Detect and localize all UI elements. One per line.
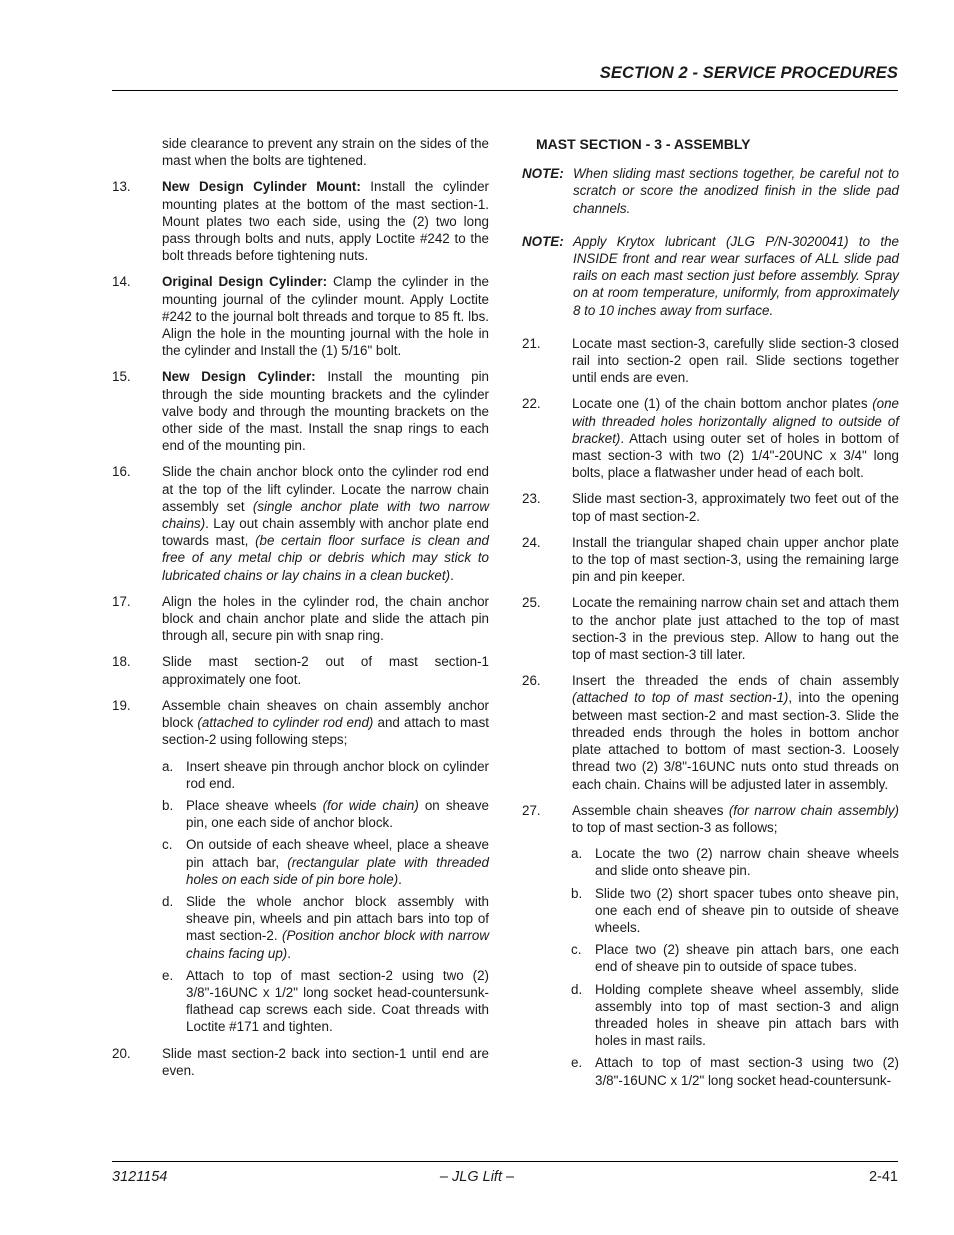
step-text: Align the holes in the cylinder rod, the chain anchor block and chain anchor plate and slide the attach pin through all, secure pin with snap ring. xyxy=(162,593,489,644)
step-italic: (be certain floor surface is clean and free of any metal chip or debris which may stick to lubricated chains or lay chains in a clean bucket) xyxy=(162,533,489,583)
substep-letter: b. xyxy=(162,797,174,813)
step-number: 13. xyxy=(112,179,131,195)
note-2 xyxy=(522,233,899,319)
substep-19a xyxy=(162,758,489,792)
step-number: 16. xyxy=(112,464,131,480)
note-text: Apply Krytox lubricant (JLG P/N-3020041) to the INSIDE front and rear wear surfaces of ALL slide pad rails on each mast section just before assembly. Spray on at room temperature, uniformly, from approximately 8 to 10 inches away from surface. xyxy=(573,233,899,318)
step-text: Locate mast section-3, carefully slide section-3 closed rail into section-2 open rail. Slide sections together until ends are even. xyxy=(572,335,899,386)
substep-19d xyxy=(162,893,489,962)
step-20 xyxy=(112,1045,489,1079)
step-body: Install the mounting pin through the side mounting brackets and the cylinder valve body and through the mounting brackets on the other side of the mast. Install the snap rings to each end of the mounting pin. xyxy=(162,369,489,454)
step-body: Assemble chain sheaves xyxy=(572,802,729,818)
substep-letter: d. xyxy=(162,893,174,909)
substep-body: . xyxy=(287,945,291,961)
step-number: 14. xyxy=(112,274,131,290)
substep-27e xyxy=(571,1054,899,1088)
substep-italic: (Position anchor block with narrow chains facing up) xyxy=(186,928,489,961)
step-text xyxy=(162,178,489,264)
substep-text: Place two (2) sheave pin attach bars, one each end of sheave pin to outside of space tubes. xyxy=(595,942,899,975)
substep-body: On outside of each sheave wheel, place a sheave pin attach bar, xyxy=(186,837,489,870)
substep-27c xyxy=(571,941,899,975)
substep-body: Slide the whole anchor block assembly with sheave pin, wheels and pin attach bars into top of mast section-2. xyxy=(186,893,489,944)
substep-letter: a. xyxy=(162,758,174,774)
substep-27b xyxy=(571,885,899,937)
note-label: NOTE: xyxy=(522,233,564,249)
section-title: SECTION 2 - SERVICE PROCEDURES xyxy=(599,64,898,82)
step-19 xyxy=(112,697,489,749)
substep-text: Attach to top of mast section-2 using two (2) 3/8"-16UNC x 1/2" long socket head-countersunk-flathead cap screws each side. Coat threads with Loctite #171 and tighten. xyxy=(186,967,489,1035)
step-bold-lead: Original Design Cylinder: xyxy=(162,274,328,290)
step-text xyxy=(162,697,489,749)
substep-27a xyxy=(571,845,899,879)
substep-italic: (rectangular plate with threaded holes on each side of pin bore hole) xyxy=(186,854,490,887)
substep-letter: e. xyxy=(571,1055,583,1071)
footer-brand: – JLG Lift – xyxy=(439,1169,515,1185)
step-body: Insert the threaded the ends of chain assembly xyxy=(572,673,899,689)
left-column xyxy=(112,135,489,1088)
substep-letter: d. xyxy=(571,981,583,997)
section-heading: MAST SECTION - 3 - ASSEMBLY xyxy=(536,136,751,152)
step-body: Clamp the cylinder in the mounting journal of the cylinder mount. Apply Loctite #242 to the journal bolt threads and torque to 85 ft. lbs. Align the hole in the mounting journal with the hole in the cylinder and Install the (1) 5/16" bolt. xyxy=(162,274,490,359)
step-text: Install the triangular shaped chain upper anchor plate to the top of mast section-3, using the remaining large pin and pin keeper. xyxy=(572,534,899,585)
step-number: 23. xyxy=(522,491,541,507)
step-23 xyxy=(522,490,899,524)
step-body: . Lay out chain assembly with anchor plate end towards mast, xyxy=(162,516,489,549)
step-text xyxy=(162,368,489,454)
step-16 xyxy=(112,463,489,583)
step-15 xyxy=(112,368,489,454)
step-text xyxy=(162,463,489,583)
step-number: 17. xyxy=(112,593,131,609)
step-body: . xyxy=(450,567,454,583)
step-19-substeps xyxy=(162,758,489,1036)
step-body: , into the opening between mast section-2 and mast section-3. Slide the threaded ends through the holes in bottom anchor plate attached to bottom of mast section-3. Loosely thread two (2) 3/8"-16UNC nuts onto stud threads on each chain. Chains will be adjusted later in assembly. xyxy=(572,690,899,792)
substep-19b xyxy=(162,797,489,831)
page-number: 2-41 xyxy=(868,1169,898,1185)
substep-letter: c. xyxy=(571,942,582,958)
substep-letter: a. xyxy=(571,846,583,862)
step-italic: (one with threaded holes horizontally aligned to outside of bracket) xyxy=(572,396,899,446)
step-bold-lead: New Design Cylinder Mount: xyxy=(162,179,361,195)
right-column xyxy=(522,135,899,1098)
step-italic: (for narrow chain assembly) xyxy=(728,802,899,818)
step-body: Assemble chain sheaves on chain assembly anchor block xyxy=(162,697,489,731)
step-text xyxy=(572,395,899,481)
step-21 xyxy=(522,335,899,387)
step-number: 19. xyxy=(112,697,131,713)
substep-body: . xyxy=(398,871,402,887)
step-text: Locate the remaining narrow chain set and attach them to the anchor plate just attached to the top of mast section-3 in the previous step. Allow to hang out the top of mast section-3 till later. xyxy=(572,595,899,663)
step-22 xyxy=(522,395,899,481)
footer-divider xyxy=(112,1161,898,1162)
step-number: 22. xyxy=(522,396,541,412)
substep-text: Locate the two (2) narrow chain sheave wheels and slide onto sheave pin. xyxy=(595,846,899,879)
step-number: 26. xyxy=(522,673,541,689)
step-24 xyxy=(522,534,899,586)
step-italic: (attached to top of mast section-1) xyxy=(572,690,789,706)
step-13 xyxy=(112,178,489,264)
note-text: When sliding mast sections together, be careful not to scratch or score the anodized finish in the slide pad channels. xyxy=(573,166,899,216)
substep-text: Attach to top of mast section-3 using two (2) 3/8"-16UNC x 1/2" long socket head-countersunk- xyxy=(595,1055,899,1088)
step-number: 20. xyxy=(112,1045,131,1061)
step-27 xyxy=(522,802,899,836)
substep-text xyxy=(186,893,489,962)
step-body: . Attach using outer set of holes in bottom of mast section-3 with two (2) 1/4"-20UNC x 3/4" long bolts, place a flatwasher under head of each bolt. xyxy=(572,430,899,481)
substep-body: Place sheave wheels xyxy=(186,797,323,813)
step-25 xyxy=(522,594,899,663)
step-italic: (attached to cylinder rod end) xyxy=(197,715,374,731)
step-number: 21. xyxy=(522,335,541,351)
substep-text xyxy=(186,836,489,888)
substep-text: Insert sheave pin through anchor block on cylinder rod end. xyxy=(186,758,489,791)
step-body: to top of mast section-3 as follows; xyxy=(572,819,778,835)
document-number: 3121154 xyxy=(112,1169,168,1185)
step-bold-lead: New Design Cylinder: xyxy=(162,369,316,385)
substep-text xyxy=(186,797,489,831)
step-body: and attach to mast section-2 using following steps; xyxy=(162,715,489,748)
step-27-substeps xyxy=(571,845,899,1089)
step-number: 27. xyxy=(522,802,541,818)
substep-text: Slide two (2) short spacer tubes onto sheave pin, one each end of sheave pin to outside of sheave wheels. xyxy=(595,885,899,935)
step-number: 18. xyxy=(112,654,131,670)
step-text xyxy=(572,802,899,836)
step-number: 24. xyxy=(522,534,541,550)
step-number: 25. xyxy=(522,595,541,611)
step-26 xyxy=(522,672,899,792)
step-text: Slide mast section-3, approximately two feet out of the top of mast section-2. xyxy=(572,491,899,524)
substep-27d xyxy=(571,981,899,1050)
substep-letter: e. xyxy=(162,967,174,983)
step-text xyxy=(572,672,899,792)
note-label: NOTE: xyxy=(522,166,564,182)
step-18 xyxy=(112,653,489,687)
step-text: Slide mast section-2 back into section-1 until end are even. xyxy=(162,1045,489,1078)
continued-paragraph: side clearance to prevent any strain on the sides of the mast when the bolts are tightened. xyxy=(162,136,489,169)
step-italic: (single anchor plate with two narrow chains) xyxy=(162,498,489,532)
step-body: Locate one (1) of the chain bottom anchor plates xyxy=(572,396,873,412)
step-text xyxy=(162,273,489,359)
substep-letter: b. xyxy=(571,885,583,901)
substep-italic: (for wide chain) xyxy=(322,797,419,813)
substep-letter: c. xyxy=(162,837,173,853)
note-1 xyxy=(522,165,899,217)
substep-body: on sheave pin, one each side of anchor block. xyxy=(186,797,489,831)
substep-text: Holding complete sheave wheel assembly, slide assembly into top of mast section-3 and align threaded holes in sheave pin attach bars with holes in mast rails. xyxy=(595,981,899,1049)
step-body: Install the cylinder mounting plates at the bottom of the mast section-1. Mount plates two each side, using the (2) two long pass through bolts and nuts, apply Loctite #242 to the bolt threads before tightening nuts. xyxy=(162,179,489,264)
step-number: 15. xyxy=(112,369,131,385)
substep-19c xyxy=(162,836,489,888)
step-body: Slide the chain anchor block onto the cylinder rod end at the top of the lift cylinder. Locate the narrow chain assembly set xyxy=(162,464,489,514)
header-divider xyxy=(112,90,898,91)
substep-19e xyxy=(162,967,489,1036)
step-17 xyxy=(112,593,489,645)
step-text: Slide mast section-2 out of mast section-1 approximately one foot. xyxy=(162,654,489,687)
step-14 xyxy=(112,273,489,359)
